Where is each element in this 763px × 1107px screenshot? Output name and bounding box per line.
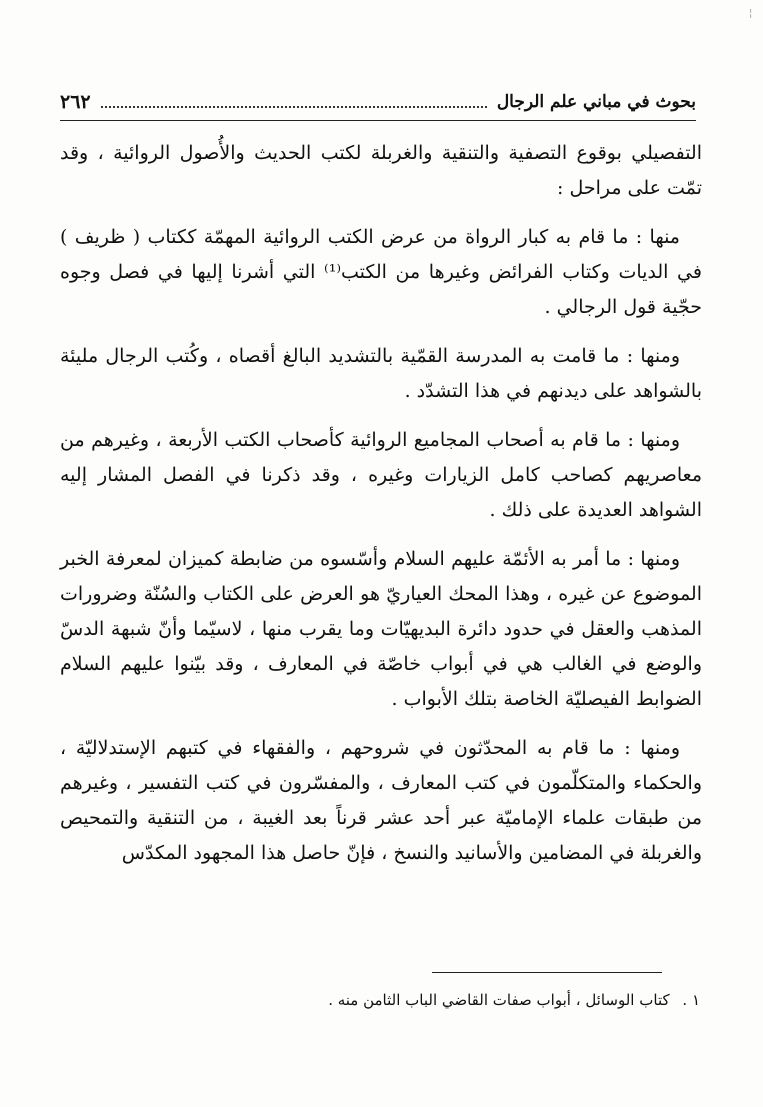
book-title: بحوث في مباني علم الرجال bbox=[496, 92, 696, 112]
scan-mark: ¦ bbox=[749, 8, 753, 19]
paragraph-6: ومنها : ما قام به المحدّثون في شروحهم ، والفقهاء في كتبهم الإستدلاليّة ، والحكماء والمتكلّمون في كتب المعارف ، والمفسّرون في كتب التفسير ، وغيرهم من طبقات علماء الإماميّة عبر أحد عشر قرناً بعد الغيبة ، من التنقية والتمحيص والغربلة في المضامين والأسانيد والنسخ ، فإنّ حاصل هذا المجهود المكدّس bbox=[60, 737, 702, 864]
page-header bbox=[60, 84, 696, 121]
paragraph-5: ومنها : ما أمر به الأئمّة عليهم السلام وأسّسوه من ضابطة كميزان لمعرفة الخبر الموضوع عن غيره ، وهذا المحك العياريّ هو العرض على الكتاب والسُنّة وضرورات المذهب والعقل في حدود دائرة البديهيّات وما يقرب منها ، لاسيّما وأنّ شبهة الدسّ والوضع في الغالب هي في أبواب خاصّة في المعارف ، وقد بيّنوا عليهم السلام الضوابط الفيصليّة الخاصة بتلك الأبواب . bbox=[60, 548, 702, 710]
main-text bbox=[60, 136, 702, 885]
paragraph-1: التفصيلي بوقوع التصفية والتنقية والغربلة لكتب الحديث والأُصول الروائية ، وقد تمّت على مراحل : bbox=[60, 142, 702, 199]
footnote bbox=[60, 988, 700, 1012]
header-dot-leader bbox=[101, 106, 487, 108]
footnote-separator bbox=[432, 972, 662, 973]
paragraph-4: ومنها : ما قام به أصحاب المجاميع الروائية كأصحاب الكتب الأربعة ، وغيرهم من معاصريهم كصاحب كامل الزيارات وغيره ، وقد ذكرنا في الفصل المشار إليه الشواهد العديدة على ذلك . bbox=[60, 429, 702, 521]
paragraph-2: منها : ما قام به كبار الرواة من عرض الكتب الروائية المهمّة ككتاب ( ظريف ) في الديات وكتاب الفرائض وغيرها من الكتب⁽¹⁾ التي أشرنا إليها في فصل وجوه حجّية قول الرجالي . bbox=[60, 226, 702, 318]
footnote-number: ١ . bbox=[682, 991, 700, 1009]
footnote-text: كتاب الوسائل ، أبواب صفات القاضي الباب الثامن منه . bbox=[328, 991, 670, 1009]
paragraph-3: ومنها : ما قامت به المدرسة القمّية بالتشديد البالغ أقصاه ، وكُتب الرجال مليئة بالشواهد على ديدنهم في هذا التشدّد . bbox=[60, 345, 702, 402]
page-number: ٢٦٢ bbox=[60, 91, 91, 113]
